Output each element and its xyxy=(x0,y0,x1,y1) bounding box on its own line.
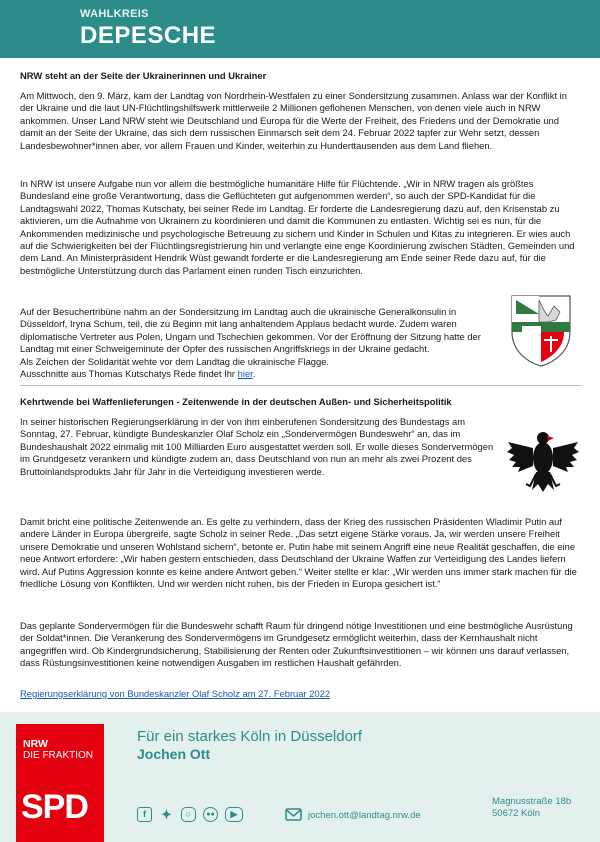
youtube-icon[interactable]: ▶ xyxy=(225,807,243,822)
section1-p3-end: . xyxy=(252,368,256,380)
footer-email[interactable]: jochen.ott@landtag.nrw.de xyxy=(308,810,421,821)
section1-p3-text: Auf der Besuchertribüne nahm an der Sondersitzung im Landtag auch die ukrainische Generalkonsulin in Düsseldorf, Iryna Schum, teil, die zu Beginn mit lang anhaltendem Applaus bedacht wurde. Zudem waren diplomatische Vertreter aus Polen, Ungarn und Tschechien gekommen. Vor der Eröffnung der Sitzung hatte der Landtag mit einer Schweigeminute der Opfer des russischen Angriffskriegs in der Ukraine gedacht. xyxy=(20,306,481,355)
newsletter-header xyxy=(0,0,600,58)
footer-person-name: Jochen Ott xyxy=(137,746,211,762)
spd-logo-line2: DIE FRAKTION xyxy=(23,750,94,761)
section1-paragraph-3 xyxy=(20,298,490,380)
section2-link-line xyxy=(20,688,582,700)
section2-paragraph-2: Damit bricht eine politische Zeitenwende an. Es gelte zu verhindern, dass der Krieg des russischen Präsidenten Wladimir Putin auf andere Länder in Europa übergreife, sagte Scholz in seiner Rede. „Das setzt eigene Stärke voraus. Ja, wir werden unsere Freiheit unsere Demokratie und unseren Wohlstand sichern“, betonte er. Putin habe mit seinem Angriff eine neue Realität geschaffen, die eine neue Antwort erfordere: „Wir haben gestern entschieden, dass Deutschland der Ukraine Waffen zur Verteidigung des Landes liefern wird. Auf Putins Aggression konnte es keine andere Antwort geben.“ Weiter stellte er klar: „Wir werden uns immer stark machen für die friedliche Lösung von Konflikten. Und wir werden nicht ruhen, bis der Frieden in Europa gesichert ist.“ xyxy=(20,516,577,590)
section1-p3-line3 xyxy=(20,368,490,380)
spd-logo xyxy=(16,724,104,842)
section-divider xyxy=(20,385,582,386)
section1-p3-line2: Als Zeichen der Solidarität wehte vor dem Landtag die ukrainische Flagge. xyxy=(20,355,330,367)
flickr-icon[interactable]: ●● xyxy=(203,807,218,822)
spd-logo-line1: NRW xyxy=(23,738,48,750)
section1-p3-line3-text: Ausschnitte aus Thomas Kutschatys Rede findet Ihr xyxy=(20,368,238,380)
nrw-coat-of-arms-icon xyxy=(508,292,574,368)
section1-paragraph-1: Am Mittwoch, den 9. März, kam der Landtag von Nordrhein-Westfalen zu einer Sondersitzung zusammen. Anlass war der Konflikt in der Ukraine und die laut UN-Flüchtlingshilfswerk mittlerweile 2 Millionen geflohenen Menschen, von denen viele auch in NRW ankommen. Unser Land NRW steht wie Deutschland und Europa für die Werte der Freiheit, des Friedens und der Demokratie und damit an der Seite der Ukraine, das sich dem russischen Einmarsch seit dem 24. Februar 2022 tapfer zur Wehr setzt, dessen Landesbewohner*innen aber, vor allem Frauen und Kinder, weiterhin zu Hunderttausenden aus dem Land fliehen. xyxy=(20,90,567,151)
spd-logo-text: SPD xyxy=(21,788,88,826)
social-links xyxy=(137,807,243,822)
address-city: 50672 Köln xyxy=(492,808,541,819)
footer-address xyxy=(492,796,571,820)
instagram-icon[interactable]: ○ xyxy=(181,807,196,822)
footer xyxy=(0,712,600,842)
federal-eagle-icon xyxy=(506,424,580,500)
section2-paragraph-3: Das geplante Sondervermögen für die Bundeswehr schafft Raum für dringend nötige Investitionen und eine bestmögliche Ausrüstung der Soldat*innen. Die Verankerung des Sondervermögens im Grundgesetz ermöglicht weiterhin, dass der Kernhaushalt nicht angegriffen wird. Ob Kindergrundsicherung, Stabilisierung der Renten oder Zukunftsinvestitionen – wir können uns darauf verlassen, dass Rüstungsinvestitionen keine notwendigen Ausgaben im restlichen Haushalt gefährden. xyxy=(20,620,573,669)
footer-tagline: Für ein starkes Köln in Düsseldorf xyxy=(137,728,363,745)
facebook-icon[interactable]: f xyxy=(137,807,152,822)
header-kicker: WAHLKREIS xyxy=(80,8,149,20)
government-statement-link[interactable]: Regierungserklärung von Bundeskanzler Olaf Scholz am 27. Februar 2022 xyxy=(20,688,331,699)
header-brand: DEPESCHE xyxy=(80,22,217,49)
speech-link[interactable]: hier xyxy=(237,368,253,380)
section1-paragraph-2: In NRW ist unsere Aufgabe nun vor allem die bestmögliche humanitäre Hilfe für Flüchtende. „Wir in NRW tragen als größtes Bundesland eine große Verantwortung, dass die Geflüchteten gut aufgenommen werden“, so auch der SPD-Kandidat für die Landtagswahl 2022, Thomas Kutschaty, bei seiner Rede im Landtag. Er forderte die Landesregierung dazu auf, den Krisenstab zu aktivieren, um die Aufnahme von Ukrainern zu koordinieren und damit die Kommunen zu entlasten. Wichtig sei es nun, für die Ankommenden medizinische und psychologische Betreuung zu sichern und Kinder in Schulen und Kitas zu integrieren. Er wies auch auf die Schwierigkeiten bei der Flüchtlingsregistrierung hin und verlangte eine enge Koordinierung zwischen Städten, Gemeinden und dem Land. An Ministerpräsident Hendrik Wüst gewandt forderte er die Landesregierung am Ende seiner Rede dazu auf, für die bestmögliche Unterstützung durch das Parlament einen runden Tisch einzurichten. xyxy=(20,178,575,276)
section2-paragraph-1: In seiner historischen Regierungserklärung in der von ihm einberufenen Sondersitzung des Bundestags am Sonntag, 27. Februar, kündigte Bundeskanzler Olaf Scholz ein „Sondervermögen Bundeswehr“ an, das im Bundeshaushalt 2022 einmalig mit 100 Milliarden Euro ausgestattet werden soll. Er wolle dieses Sondervermögen im Grundgesetz verankern und kündigte zudem an, dass Deutschland von nun an mehr als zwei Prozent des Bruttoinlandsprodukts Jahr für Jahr in die Verteidigung investieren werde. xyxy=(20,416,494,477)
address-street: Magnusstraße 18b xyxy=(492,796,572,807)
section1-title: NRW steht an der Seite der Ukrainerinnen und Ukrainer xyxy=(20,70,267,81)
mail-icon[interactable] xyxy=(285,807,302,822)
twitter-icon[interactable]: ✦ xyxy=(161,807,172,822)
section2-title: Kehrtwende bei Waffenlieferungen - Zeitenwende in der deutschen Außen- und Sicherheitspolitik xyxy=(20,396,452,407)
